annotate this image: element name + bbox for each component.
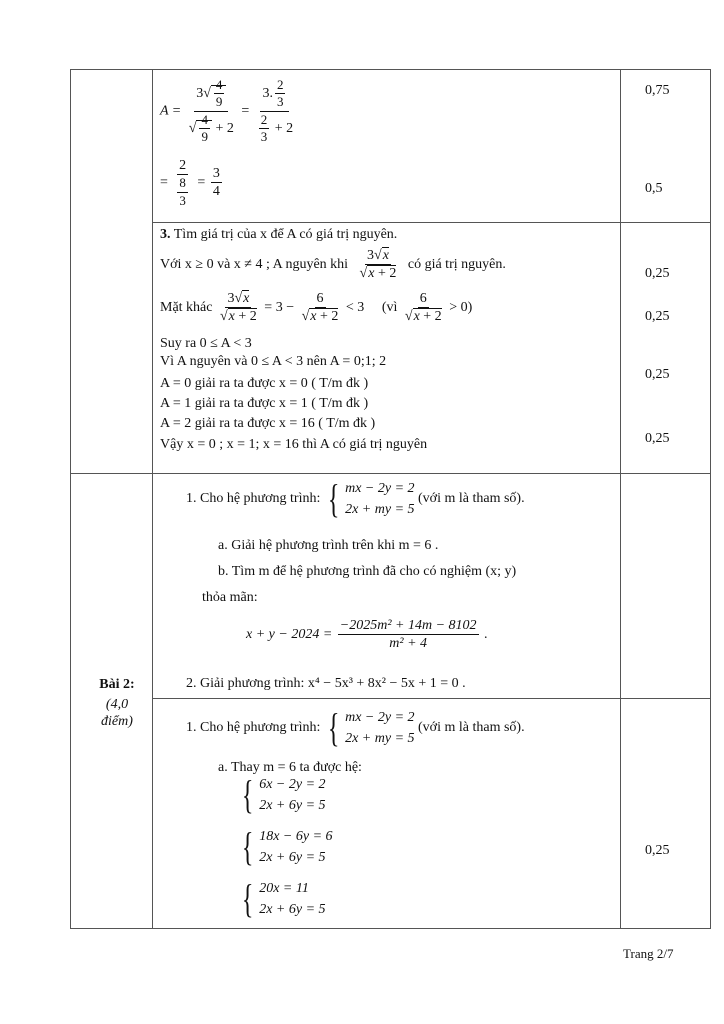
system-2: { 18x − 6y = 6 2x + 6y = 5 bbox=[241, 824, 333, 869]
condition-equation: x + y − 2024 = $\frac{\text{−2025m² + 14m − 8102}}{\text{m² + 4}}$ . bbox=[246, 618, 488, 652]
question-1a: a. Giải hệ phương trình trên khi m = 6 . bbox=[218, 538, 439, 553]
text-line: A = 2 giải ra ta được x = 16 ( T/m đk ) bbox=[160, 416, 376, 431]
part3-condition: Với x ≥ 0 và x ≠ 4 ; A nguyên khi $\frac{3√x}{√x + 2}$ có giá trị nguyên. bbox=[160, 248, 506, 282]
question-1: 1. Cho hệ phương trình: { mx − 2y = 2 2x + my = 5 (với m là tham số). bbox=[186, 476, 525, 521]
score-value: 0,25 bbox=[645, 266, 670, 281]
question-1b-cont: thỏa mãn: bbox=[202, 590, 258, 605]
substitution-expression: A = 3√ $\frac{4}{9}$ √ $\frac{4}{9}$ + 2 = 3. $\frac{2}{3}$ $\frac{2}{3}$ + 2 bbox=[160, 77, 294, 144]
score-value: 0,25 bbox=[645, 431, 670, 446]
text-line: Vậy x = 0 ; x = 1; x = 16 thì A có giá trị nguyên bbox=[160, 437, 428, 452]
system-1: { 6x − 2y = 2 2x + 6y = 5 bbox=[241, 772, 326, 817]
row-divider-3 bbox=[152, 698, 710, 699]
answer-1a: a. Thay m = 6 ta được hệ: bbox=[218, 760, 362, 775]
score-value: 0,25 bbox=[645, 309, 670, 324]
text-line: A = 0 giải ra ta được x = 0 ( T/m đk ) bbox=[160, 376, 369, 391]
text-line: Vì A nguyên và 0 ≤ A < 3 nên A = 0;1; 2 bbox=[160, 354, 387, 369]
points-label: điểm) bbox=[101, 714, 133, 729]
answer-1: 1. Cho hệ phương trình: { mx − 2y = 2 2x + my = 5 (với m là tham số). bbox=[186, 705, 525, 750]
col-divider-1 bbox=[152, 70, 153, 928]
score-value: 0,5 bbox=[645, 181, 663, 196]
text-line: Suy ra 0 ≤ A < 3 bbox=[160, 336, 252, 351]
score-value: 0,25 bbox=[645, 843, 670, 858]
result-expression: = $\frac{2}{\frac{8}{3}}$ = $\frac{3}{4}$ bbox=[160, 158, 220, 208]
col-divider-2 bbox=[620, 70, 621, 928]
row-divider-1 bbox=[152, 222, 710, 223]
question-label: Bài 2: bbox=[99, 677, 135, 692]
score-value: 0,75 bbox=[645, 83, 670, 98]
score-value: 0,25 bbox=[645, 367, 670, 382]
part3-heading: 3. Tìm giá trị của x để A có giá trị nguyên. bbox=[160, 227, 398, 242]
text-line: A = 1 giải ra ta được x = 1 ( T/m đk ) bbox=[160, 396, 369, 411]
points-label: (4,0 bbox=[105, 697, 129, 712]
row-divider-2 bbox=[71, 473, 710, 474]
page-number: Trang 2/7 bbox=[623, 946, 674, 961]
question-2: 2. Giải phương trình: x⁴ − 5x³ + 8x² − 5x + 1 = 0 . bbox=[186, 676, 466, 691]
part3-bound: Mặt khác $\frac{3√x}{√x + 2}$ = 3 − $\frac{6}{√x + 2}$ < 3 (vì $\frac{6}{√x + 2}$ > 0) bbox=[160, 291, 473, 325]
question-1b: b. Tìm m để hệ phương trình đã cho có nghiệm (x; y) bbox=[218, 564, 517, 579]
system-3: { 20x = 11 2x + 6y = 5 bbox=[241, 876, 326, 921]
